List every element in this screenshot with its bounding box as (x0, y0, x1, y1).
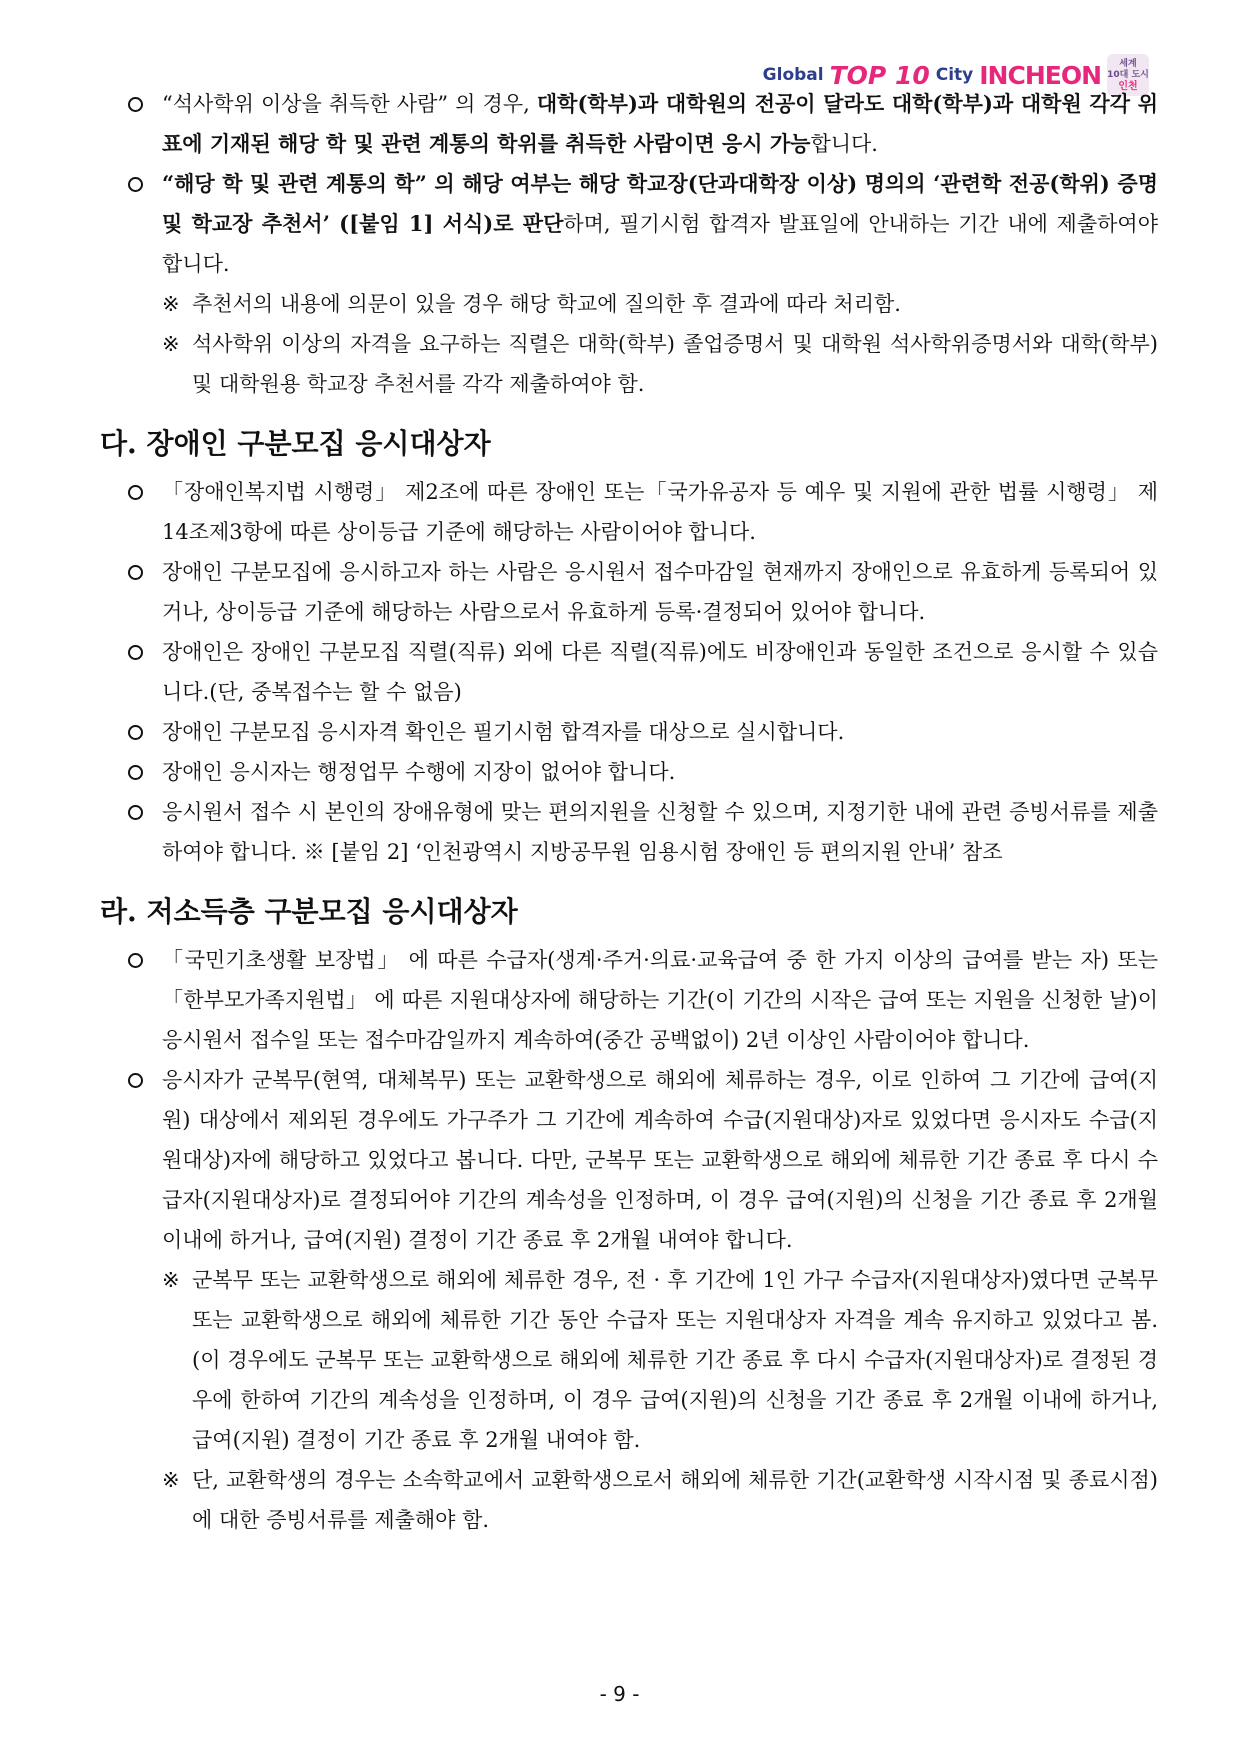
da-bullet-6: 응시원서 접수 시 본인의 장애유형에 맞는 편의지원을 신청할 수 있으며, 지정기한 내에 관련 증빙서류를 제출하여야 합니다. ※ [붙임 2] ‘인천광역시 지방공무원 임용시험 장애인 등 편의지원 안내’ 참조 (118, 792, 1158, 872)
da-bullet-3: 장애인은 장애인 구분모집 직렬(직류) 외에 다른 직렬(직류)에도 비장애인과 동일한 조건으로 응시할 수 있습니다.(단, 중복접수는 할 수 없음) (118, 632, 1158, 712)
logo-city: City (935, 65, 974, 85)
logo-global: Global (762, 65, 824, 85)
intro-note-2: ※ 석사학위 이상의 자격을 요구하는 직렬은 대학(학부) 졸업증명서 및 대학원 석사학위증명서와 대학(학부) 및 대학원용 학교장 추천서를 각각 제출하여야 함. (162, 332, 1158, 396)
da-bullet-1: 「장애인복지법 시행령」 제2조에 따른 장애인 또는「국가유공자 등 예우 및 지원에 관한 법률 시행령」 제14조제3항에 따른 상이등급 기준에 해당하는 사람이어야 합니다. (118, 472, 1158, 552)
intro-bullet-2: “해당 학 및 관련 계통의 학” 의 해당 여부는 해당 학교장(단과대학장 이상) 명의의 ‘관련학 전공(학위) 증명 및 학교장 추천서’ ([붙임 1] 서식)로 판단하며, 필기시험 합격자 발표일에 안내하는 기간 내에 제출하여야 합니다. (118, 164, 1158, 284)
ra-bullet-2: 응시자가 군복무(현역, 대체복무) 또는 교환학생으로 해외에 체류하는 경우, 이로 인하여 그 기간에 급여(지원) 대상에서 제외된 경우에도 가구주가 그 기간에 계속하여 수급(지원대상)자로 있었다면 응시자도 수급(지원대상)자에 해당하고 있었다고 봅니다. 다만, 군복무 또는 교환학생으로 해외에 체류한 기간 종료 후 다시 수급자(지원대상자)로 결정되어야 기간의 계속성을 인정하며, 이 경우 급여(지원)의 신청을 기간 종료 후 2개월 이내에 하거나, 급여(지원) 결정이 기간 종료 후 2개월 내여야 합니다. (118, 1060, 1158, 1260)
ra-note-1: ※ 군복무 또는 교환학생으로 해외에 체류한 경우, 전 · 후 기간에 1인 가구 수급자(지원대상자)였다면 군복무 또는 교환학생으로 해외에 체류한 기간 동안 수급자 또는 지원대상자 자격을 계속 유지하고 있었다고 봄.(이 경우에도 군복무 또는 교환학생으로 해외에 체류한 기간 종료 후 다시 수급자(지원대상자)로 결정된 경우에 한하여 기간의 계속성을 인정하며, 이 경우 급여(지원)의 신청을 기간 종료 후 2개월 이내에 하거나, 급여(지원) 결정이 기간 종료 후 2개월 내여야 함. (162, 1268, 1158, 1452)
intro-bullet-1: “석사학위 이상을 취득한 사람” 의 경우, 대학(학부)과 대학원의 전공이 달라도 대학(학부)과 대학원 각각 위 표에 기재된 해당 학 및 관련 계통의 학위를 취득한 사람이면 응시 가능합니다. (118, 84, 1158, 164)
ra-note-2: ※ 단, 교환학생의 경우는 소속학교에서 교환학생으로서 해외에 체류한 기간(교환학생 시작시점 및 종료시점)에 대한 증빙서류를 제출해야 함. (162, 1468, 1158, 1532)
badge-line2: 10대 도시 (1107, 69, 1149, 80)
page-number: - 9 - (599, 1682, 640, 1706)
intro-note-1: ※ 추천서의 내용에 의문이 있을 경우 해당 학교에 질의한 후 결과에 따라 처리함. (162, 292, 901, 316)
da-bullet-4: 장애인 구분모집 응시자격 확인은 필기시험 합격자를 대상으로 실시합니다. (118, 712, 1158, 752)
logo-top10: TOP 10 (829, 60, 930, 90)
badge-line1: 세계 (1119, 58, 1137, 69)
ra-bullet-1: 「국민기초생활 보장법」 에 따른 수급자(생계·주거·의료·교육급여 중 한 가지 이상의 급여를 받는 자) 또는「한부모가족지원법」 에 따른 지원대상자에 해당하는 기간(이 기간의 시작은 급여 또는 지원을 신청한 날)이 응시원서 접수일 또는 접수마감일까지 계속하여(중간 공백없이) 2년 이상인 사람이어야 합니다. (118, 940, 1158, 1060)
da-bullet-5: 장애인 응시자는 행정업무 수행에 지장이 없어야 합니다. (118, 752, 1158, 792)
badge-line3: 인천 (1118, 80, 1138, 92)
da-bullet-2: 장애인 구분모집에 응시하고자 하는 사람은 응시원서 접수마감일 현재까지 장애인으로 유효하게 등록되어 있거나, 상이등급 기준에 해당하는 사람으로서 유효하게 등록·결정되어 있어야 합니다. (118, 552, 1158, 632)
document-body (100, 84, 1158, 1540)
section-heading-ra: 라. 저소득층 구분모집 응시대상자 (100, 895, 518, 928)
logo-incheon: INCHEON (979, 60, 1101, 90)
section-heading-da: 다. 장애인 구분모집 응시대상자 (100, 427, 491, 460)
